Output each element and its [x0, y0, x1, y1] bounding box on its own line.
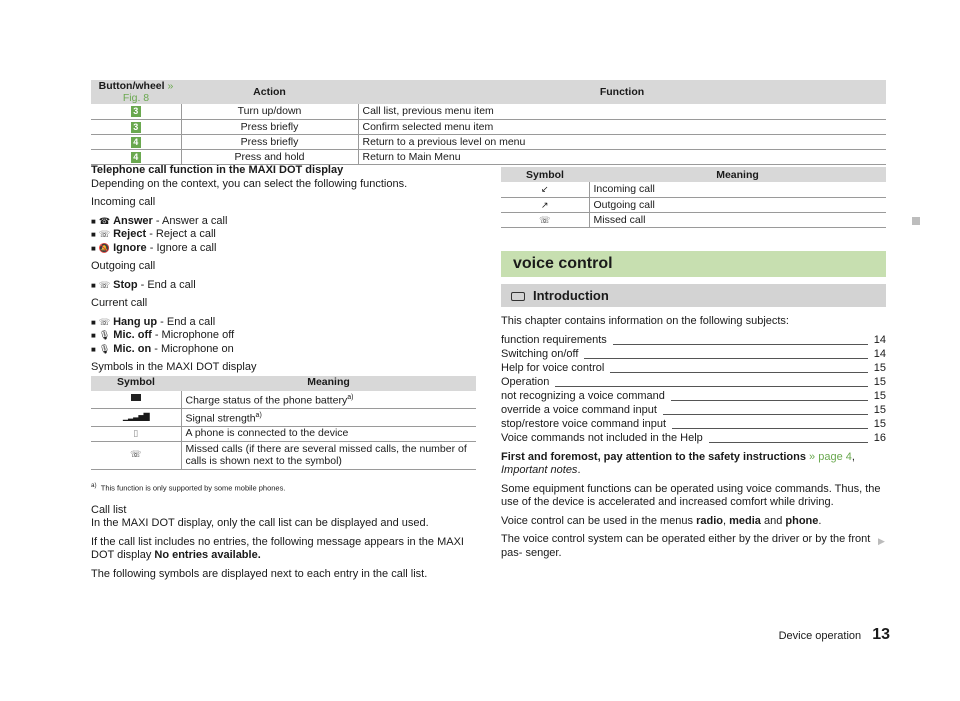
call-list-p1: In the MAXI DOT display, only the call list can be displayed and used.	[91, 517, 429, 529]
symbols-heading: Symbols in the MAXI DOT display	[91, 361, 257, 373]
header-button-wheel: Button/wheel » Fig. 8	[91, 80, 181, 104]
battery-icon	[131, 394, 141, 401]
toc-list	[501, 334, 886, 446]
header-action: Action	[181, 80, 358, 104]
page-footer	[760, 626, 890, 644]
list-item: ■ 🎙 Mic. off - Microphone off	[91, 329, 235, 341]
list-item: ■ ☎ Answer - Answer a call	[91, 214, 228, 227]
header-symbol: Symbol	[91, 376, 181, 391]
outgoing-call-list	[91, 279, 476, 293]
incoming-call-list	[91, 215, 476, 256]
list-item: ■ 🎙 Mic. on - Microphone on	[91, 342, 234, 355]
button-number-badge: 3	[131, 106, 141, 117]
phone-answer-icon: ☎	[98, 215, 111, 226]
list-item: ■ 🔕 Ignore - Ignore a call	[91, 241, 217, 254]
footnote: $^{a)}$ This function is only supported by some mobile phones.	[91, 481, 286, 492]
toc-entry[interactable]: override a voice command input 15	[501, 404, 886, 416]
header-meaning: Meaning	[181, 376, 476, 391]
toc-entry[interactable]: function requirements 14	[501, 334, 886, 346]
list-item: ■ ☏ Reject - Reject a call	[91, 228, 216, 240]
table-row: ↗ Outgoing call	[501, 197, 886, 212]
microphone-off-icon: 🎙	[98, 330, 111, 340]
call-list-p3: The following symbols are displayed next to each entry in the call list.	[91, 567, 428, 580]
subsection-title-bar	[501, 284, 886, 307]
toc-entry[interactable]: Voice commands not included in the Help 16	[501, 432, 886, 444]
table-row: Charge status of the phone battery$^{a)}$	[91, 391, 476, 409]
phone-reject-icon: ☏	[98, 279, 111, 290]
left-column	[91, 164, 476, 581]
right-column	[501, 315, 886, 560]
symbols-table	[91, 376, 476, 470]
table-row: ☏ Missed call	[501, 212, 886, 227]
call-list-heading: Call list	[91, 503, 127, 516]
table-row: ↙ Incoming call	[501, 182, 886, 197]
microphone-on-icon: 🎙	[98, 343, 111, 354]
subsection-title: Introduction	[533, 288, 609, 303]
paragraph-1: Some equipment functions can be operated using voice commands. Thus, the use of the device is accelerated and increased comfort while driving.	[501, 482, 881, 508]
toc-entry[interactable]: Switching on/off 14	[501, 348, 886, 360]
end-of-section-marker	[912, 217, 920, 225]
paragraph-2: Voice control can be used in the menus radio, media and phone.	[501, 514, 822, 527]
table-row: ☏ Missed calls (if there are several missed calls, the number of calls is shown next to the symbol)	[91, 441, 476, 469]
toc-entry[interactable]: stop/restore voice command input 15	[501, 418, 886, 430]
continue-arrow-icon: ▶	[878, 536, 885, 546]
book-icon	[511, 292, 525, 301]
bell-ignore-icon: 🔕	[98, 242, 111, 253]
header-meaning: Meaning	[589, 167, 886, 182]
missed-call-icon: ☏	[539, 214, 551, 225]
safety-note: First and foremost, pay attention to the safety instructions » page 4, Important notes.	[501, 450, 855, 476]
toc-entry[interactable]: not recognizing a voice command 15	[501, 390, 886, 402]
outgoing-call-label: Outgoing call	[91, 260, 156, 272]
footer-section: Device operation	[778, 630, 862, 642]
phone-reject-icon: ☏	[98, 229, 111, 239]
button-number-badge: 3	[131, 122, 141, 133]
current-call-label: Current call	[91, 297, 148, 309]
table-row: 3 Turn up/down Call list, previous menu item	[91, 104, 886, 119]
table-row: 4 Press briefly Return to a previous level on menu	[91, 134, 886, 149]
table-row: ▁▂▃▅▇ Signal strength$^{a)}$	[91, 408, 476, 426]
signal-strength-icon: ▁▂▃▅▇	[122, 412, 149, 422]
section-title-bar	[501, 251, 886, 277]
page-number: 13	[872, 626, 890, 643]
table-row: ▯ A phone is connected to the device	[91, 426, 476, 441]
section-title: voice control	[513, 255, 613, 272]
button-number-badge: 4	[131, 152, 141, 163]
table-row: 4 Press and hold Return to Main Menu	[91, 149, 886, 164]
phone-connected-icon: ▯	[133, 427, 139, 438]
outgoing-call-icon: ↗	[540, 199, 549, 210]
toc-entry[interactable]: Operation 15	[501, 376, 886, 388]
chapter-intro: This chapter contains information on the following subjects:	[501, 315, 789, 327]
call-symbols-table	[501, 167, 886, 228]
toc-entry[interactable]: Help for voice control 15	[501, 362, 886, 374]
table-row: 3 Press briefly Confirm selected menu item	[91, 119, 886, 134]
list-item: ■ ☏ Hang up - End a call	[91, 315, 216, 328]
list-item: ■ ☏ Stop - End a call	[91, 278, 196, 291]
controls-table	[91, 80, 886, 165]
incoming-call-icon: ↙	[540, 184, 549, 195]
telephone-intro: Depending on the context, you can select the following functions.	[91, 177, 408, 190]
header-function: Function	[358, 80, 886, 104]
telephone-heading: Telephone call function in the MAXI DOT display	[91, 164, 344, 176]
phone-reject-icon: ☏	[98, 316, 111, 327]
incoming-call-label: Incoming call	[91, 196, 156, 208]
paragraph-3: The voice control system can be operated either by the driver or by the front pas- senger.	[501, 533, 871, 559]
call-list-p2: If the call list includes no entries, the following message appears in the MAXI DOT display No entries available.	[91, 535, 464, 561]
missed-call-icon: ☏	[130, 449, 142, 460]
current-call-list	[91, 316, 476, 357]
page-link[interactable]: » page 4	[805, 450, 852, 463]
header-symbol: Symbol	[501, 167, 589, 182]
button-number-badge: 4	[131, 137, 141, 148]
